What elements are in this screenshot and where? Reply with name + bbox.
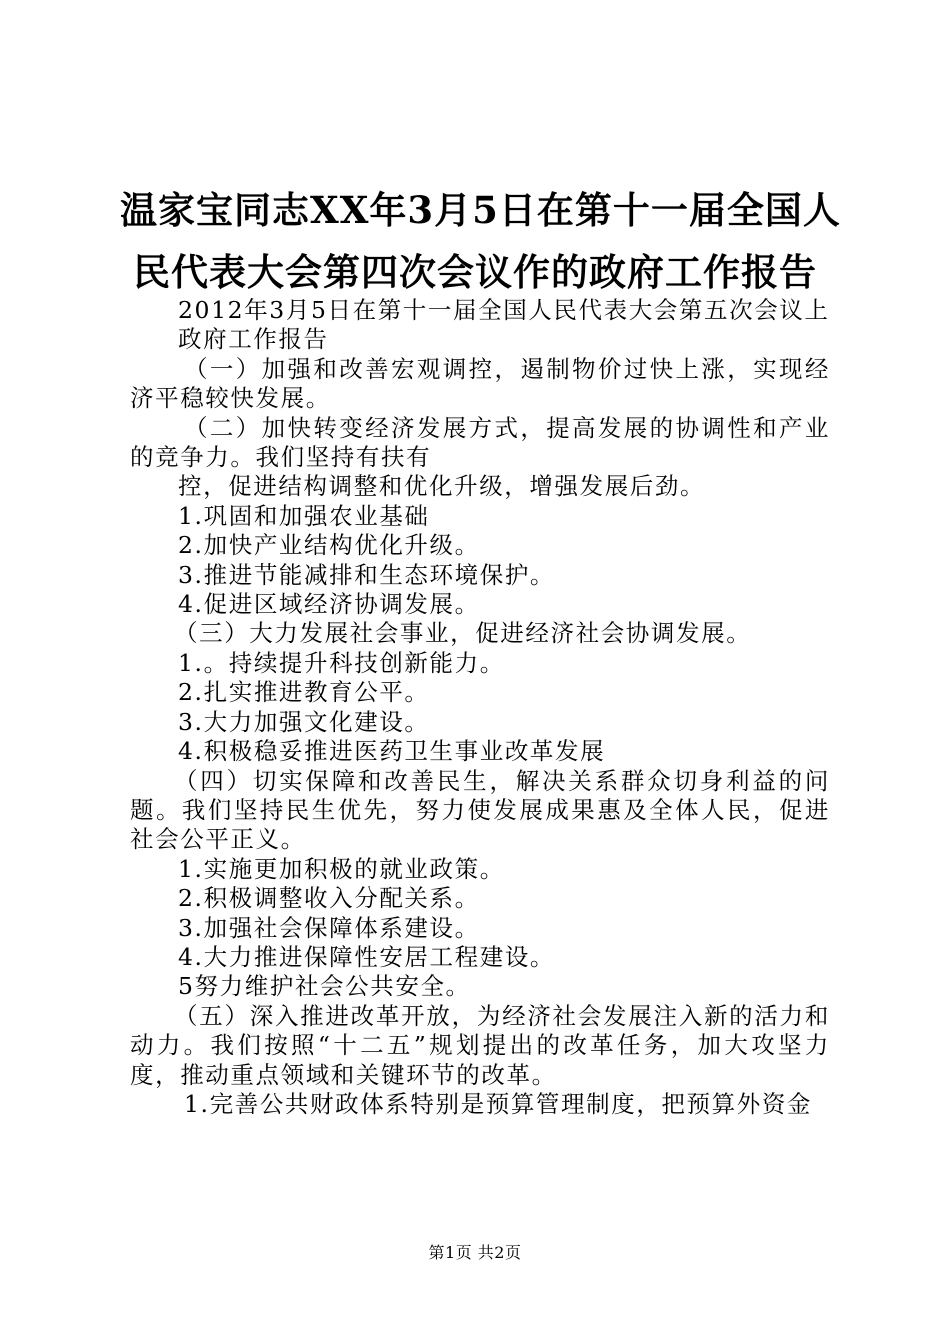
list-item: 2.积极调整收入分配关系。 <box>178 884 480 913</box>
paragraph-date-session: 2012年3月5日在第十一届全国人民代表大会第五次会议上 <box>178 296 830 324</box>
list-item: 1.完善公共财政体系特别是预算管理制度，把预算外资金 <box>184 1089 813 1118</box>
list-item: 3.推进节能减排和生态环境保护。 <box>178 560 556 589</box>
list-item: 4.积极稳妥推进医药卫生事业改革发展 <box>178 737 606 766</box>
list-item: 3.大力加强文化建设。 <box>178 707 430 736</box>
paragraph-section-3: （三）大力发展社会事业，促进经济社会协调发展。 <box>174 619 752 648</box>
paragraph-section-4: （四）切实保障和改善民生，解决关系群众切身利益的问题。我们坚持民生优先，努力使发展成果惠及全体人民，促进社会公平正义。 <box>130 766 830 854</box>
paragraph-report-heading: 政府工作报告 <box>178 325 329 354</box>
paragraph-section-2: （二）加快转变经济发展方式，提高发展的协调性和产业的竞争力。我们坚持有扶有 <box>130 413 830 472</box>
list-item: 2.扎实推进教育公平。 <box>178 678 430 707</box>
list-item: 1.巩固和加强农业基础 <box>178 501 430 530</box>
list-item: 1.。持续提升科技创新能力。 <box>178 648 505 677</box>
paragraph-section-1: （一）加强和改善宏观调控，遏制物价过快上涨，实现经济平稳较快发展。 <box>130 354 830 413</box>
list-item: 5努力维护社会公共安全。 <box>178 972 471 1001</box>
document-title-line-2: 民代表大会第四次会议作的政府工作报告 <box>133 250 817 294</box>
document-body <box>130 296 830 1119</box>
list-item: 4.促进区域经济协调发展。 <box>178 590 480 619</box>
list-item: 1.实施更加积极的就业政策。 <box>178 854 505 883</box>
document-title-line-1: 温家宝同志XX年3月5日在第十一届全国人 <box>120 188 841 232</box>
list-item: 4.大力推进保障性安居工程建设。 <box>178 942 556 971</box>
list-item: 2.加快产业结构优化升级。 <box>178 531 480 560</box>
paragraph-section-5: （五）深入推进改革开放，为经济社会发展注入新的活力和动力。我们按照“十二五”规划提出的改革任务，加大攻坚力度，推动重点领域和关键环节的改革。 <box>130 1001 830 1089</box>
paragraph-section-2-continued: 控，促进结构调整和优化升级，增强发展后劲。 <box>178 472 706 501</box>
page-footer: 第1页 共2页 <box>428 1243 522 1262</box>
list-item: 3.加强社会保障体系建设。 <box>178 913 480 942</box>
